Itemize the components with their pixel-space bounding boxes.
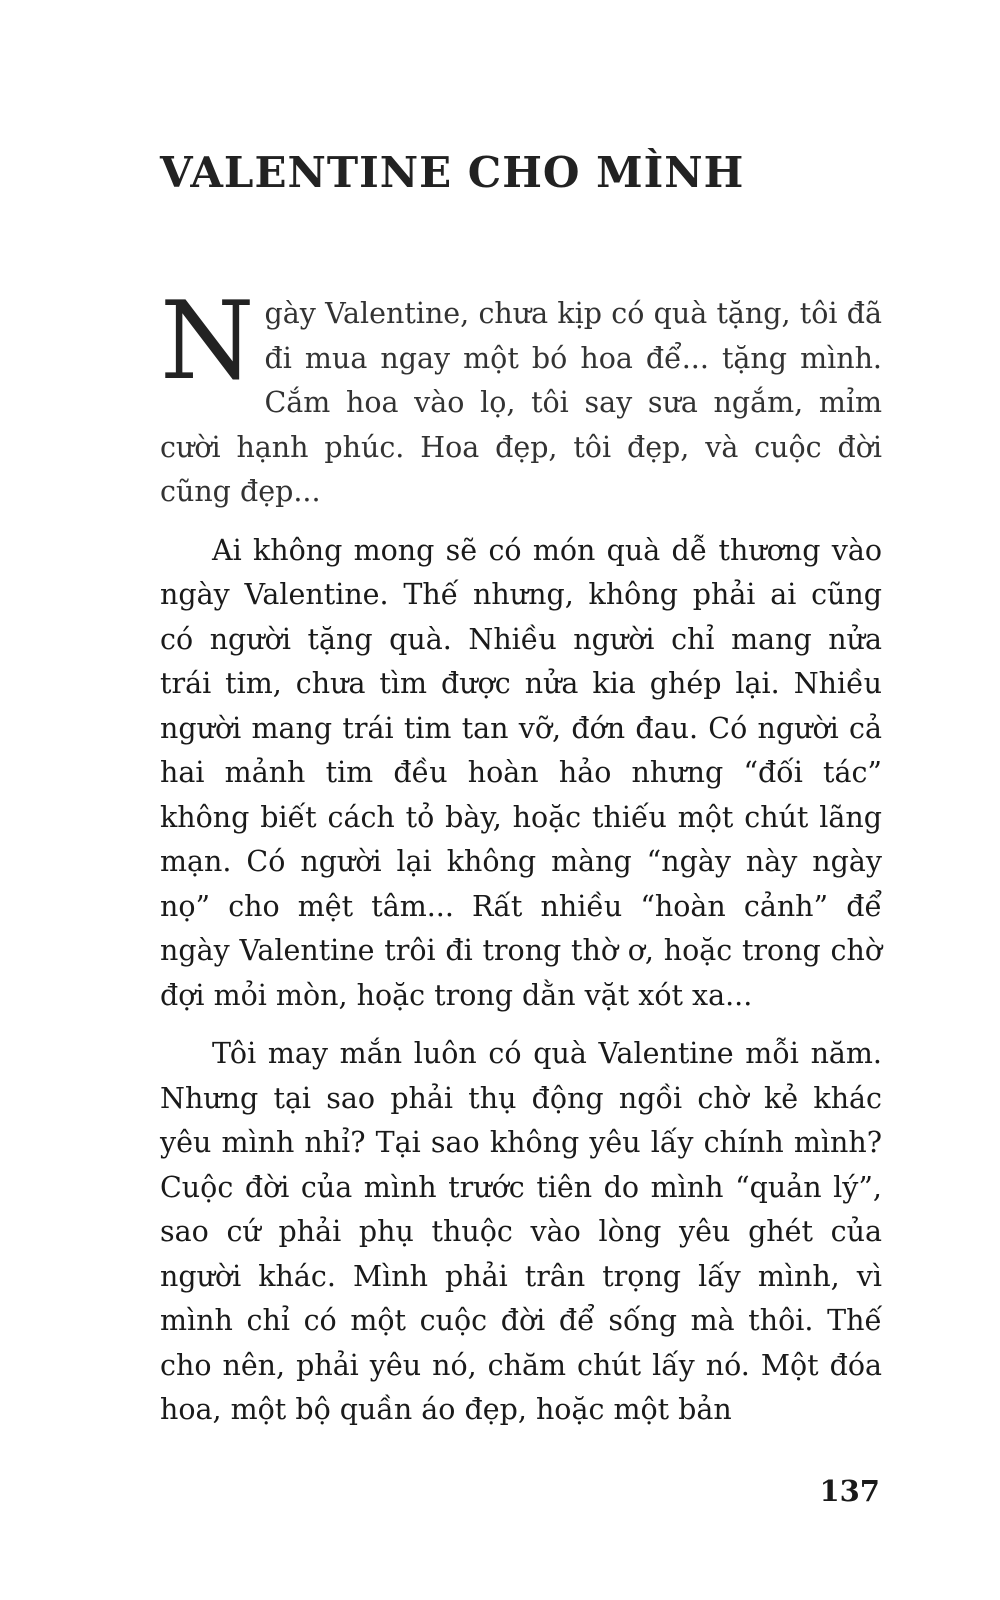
page-number: 137 — [819, 1474, 880, 1508]
drop-cap-letter: N — [160, 279, 255, 404]
chapter-title: VALENTINE CHO MÌNH — [160, 148, 745, 197]
chapter-body — [160, 279, 882, 1447]
paragraph-3: Tôi may mắn luôn có quà Valentine mỗi năm. Nhưng tại sao phải thụ động ngồi chờ kẻ khác yêu mình nhỉ? Tại sao không yêu lấy chính mình? Cuộc đời của mình trước tiên do mình “quản lý”, sao cứ phải phụ thuộc vào lòng yêu ghét của người khác. Mình phải trân trọng lấy mình, vì mình chỉ có một cuộc đời để sống mà thôi. Thế cho nên, phải yêu nó, chăm chút lấy nó. Một đóa hoa, một bộ quần áo đẹp, hoặc một bản — [160, 1037, 882, 1426]
paragraph-1-text: gày Valentine, chưa kịp có quà tặng, tôi đã đi mua ngay một bó hoa để... tặng mình. Cắm hoa vào lọ, tôi say sưa ngắm, mỉm cười hạnh phúc. Hoa đẹp, tôi đẹp, và cuộc đời cũng đẹp... — [160, 297, 882, 508]
paragraph-1 — [160, 279, 882, 515]
paragraph-2: Ai không mong sẽ có món quà dễ thương vào ngày Valentine. Thế nhưng, không phải ai cũng có người tặng quà. Nhiều người chỉ mang nửa trái tim, chưa tìm được nửa kia ghép lại. Nhiều người mang trái tim tan vỡ, đớn đau. Có người cả hai mảnh tim đều hoàn hảo nhưng “đối tác” không biết cách tỏ bày, hoặc thiếu một chút lãng mạn. Có người lại không màng “ngày này ngày nọ” cho mệt tâm... Rất nhiều “hoàn cảnh” để ngày Valentine trôi đi trong thờ ơ, hoặc trong chờ đợi mỏi mòn, hoặc trong dằn vặt xót xa... — [160, 533, 882, 1012]
